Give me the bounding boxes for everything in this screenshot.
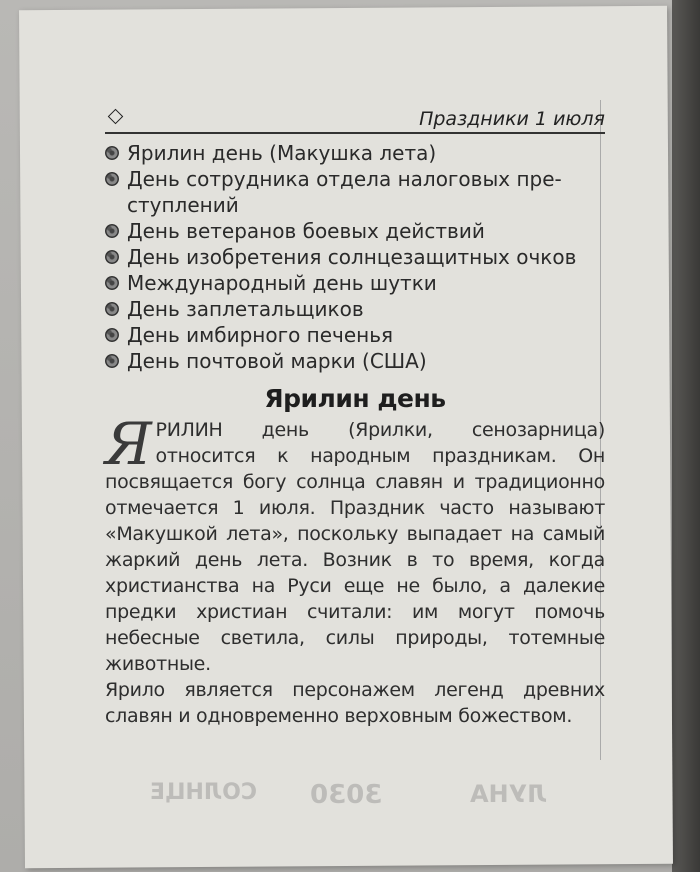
article-paragraph-1 (105, 410, 605, 677)
article-title: Ярилин день (264, 384, 446, 413)
paragraph-1-text: РИЛИН день (Ярилки, сенозарница) относится к народным праздникам. Он посвящается богу солнца славян и традиционно отмечается 1 июля. Праздник часто называют «Макушкой лета», поскольку выпадает на самый жаркий день лета. Возник в то время, когда христианства на Руси еще не было, а далекие предки христиан считали: им могут помочь небесные светила, силы природы, тотемные животные. (105, 419, 605, 675)
list-item (105, 296, 605, 322)
dark-edge (672, 0, 700, 872)
holiday-label: День имбирного печенья (127, 323, 394, 347)
holiday-label: День сотрудника отдела налоговых пре-ступлений (127, 167, 562, 217)
list-item (105, 270, 605, 296)
flower-bullet-icon (105, 224, 119, 238)
diamond-icon (108, 109, 124, 125)
article-column (105, 100, 605, 748)
flower-bullet-icon (105, 302, 119, 316)
list-item (105, 244, 605, 270)
flower-bullet-icon (105, 328, 119, 342)
bleed-through-number: 3030 (310, 780, 383, 810)
flower-bullet-icon (105, 354, 119, 368)
holiday-list (105, 140, 605, 374)
section-title: Праздники 1 июля (419, 108, 605, 130)
flower-bullet-icon (105, 146, 119, 160)
flower-bullet-icon (105, 250, 119, 264)
section-header (105, 100, 605, 134)
list-item (105, 140, 605, 166)
drop-cap: Я (105, 410, 152, 478)
bleed-through-text-2: ЛУНА (470, 780, 548, 808)
flower-bullet-icon (105, 172, 119, 186)
holiday-label: День заплетальщиков (127, 297, 364, 321)
paragraph-2-text: Ярило является персонажем легенд древних славян и одновременно верховным божеством. (105, 679, 605, 727)
list-item (105, 218, 605, 244)
article-body (105, 410, 605, 729)
list-item (105, 348, 605, 374)
list-item (105, 322, 605, 348)
flower-bullet-icon (105, 276, 119, 290)
holiday-label: День почтовой марки (США) (127, 349, 427, 373)
holiday-label: День изобретения солнцезащитных очков (127, 245, 577, 269)
holiday-label: День ветеранов боевых действий (127, 219, 485, 243)
bleed-through-text-1: СОЛНЦЕ (150, 780, 257, 805)
article-paragraph-2 (105, 677, 605, 729)
holiday-label: Ярилин день (Макушка лета) (127, 141, 437, 165)
list-item (105, 166, 605, 218)
holiday-label: Международный день шутки (127, 271, 437, 295)
